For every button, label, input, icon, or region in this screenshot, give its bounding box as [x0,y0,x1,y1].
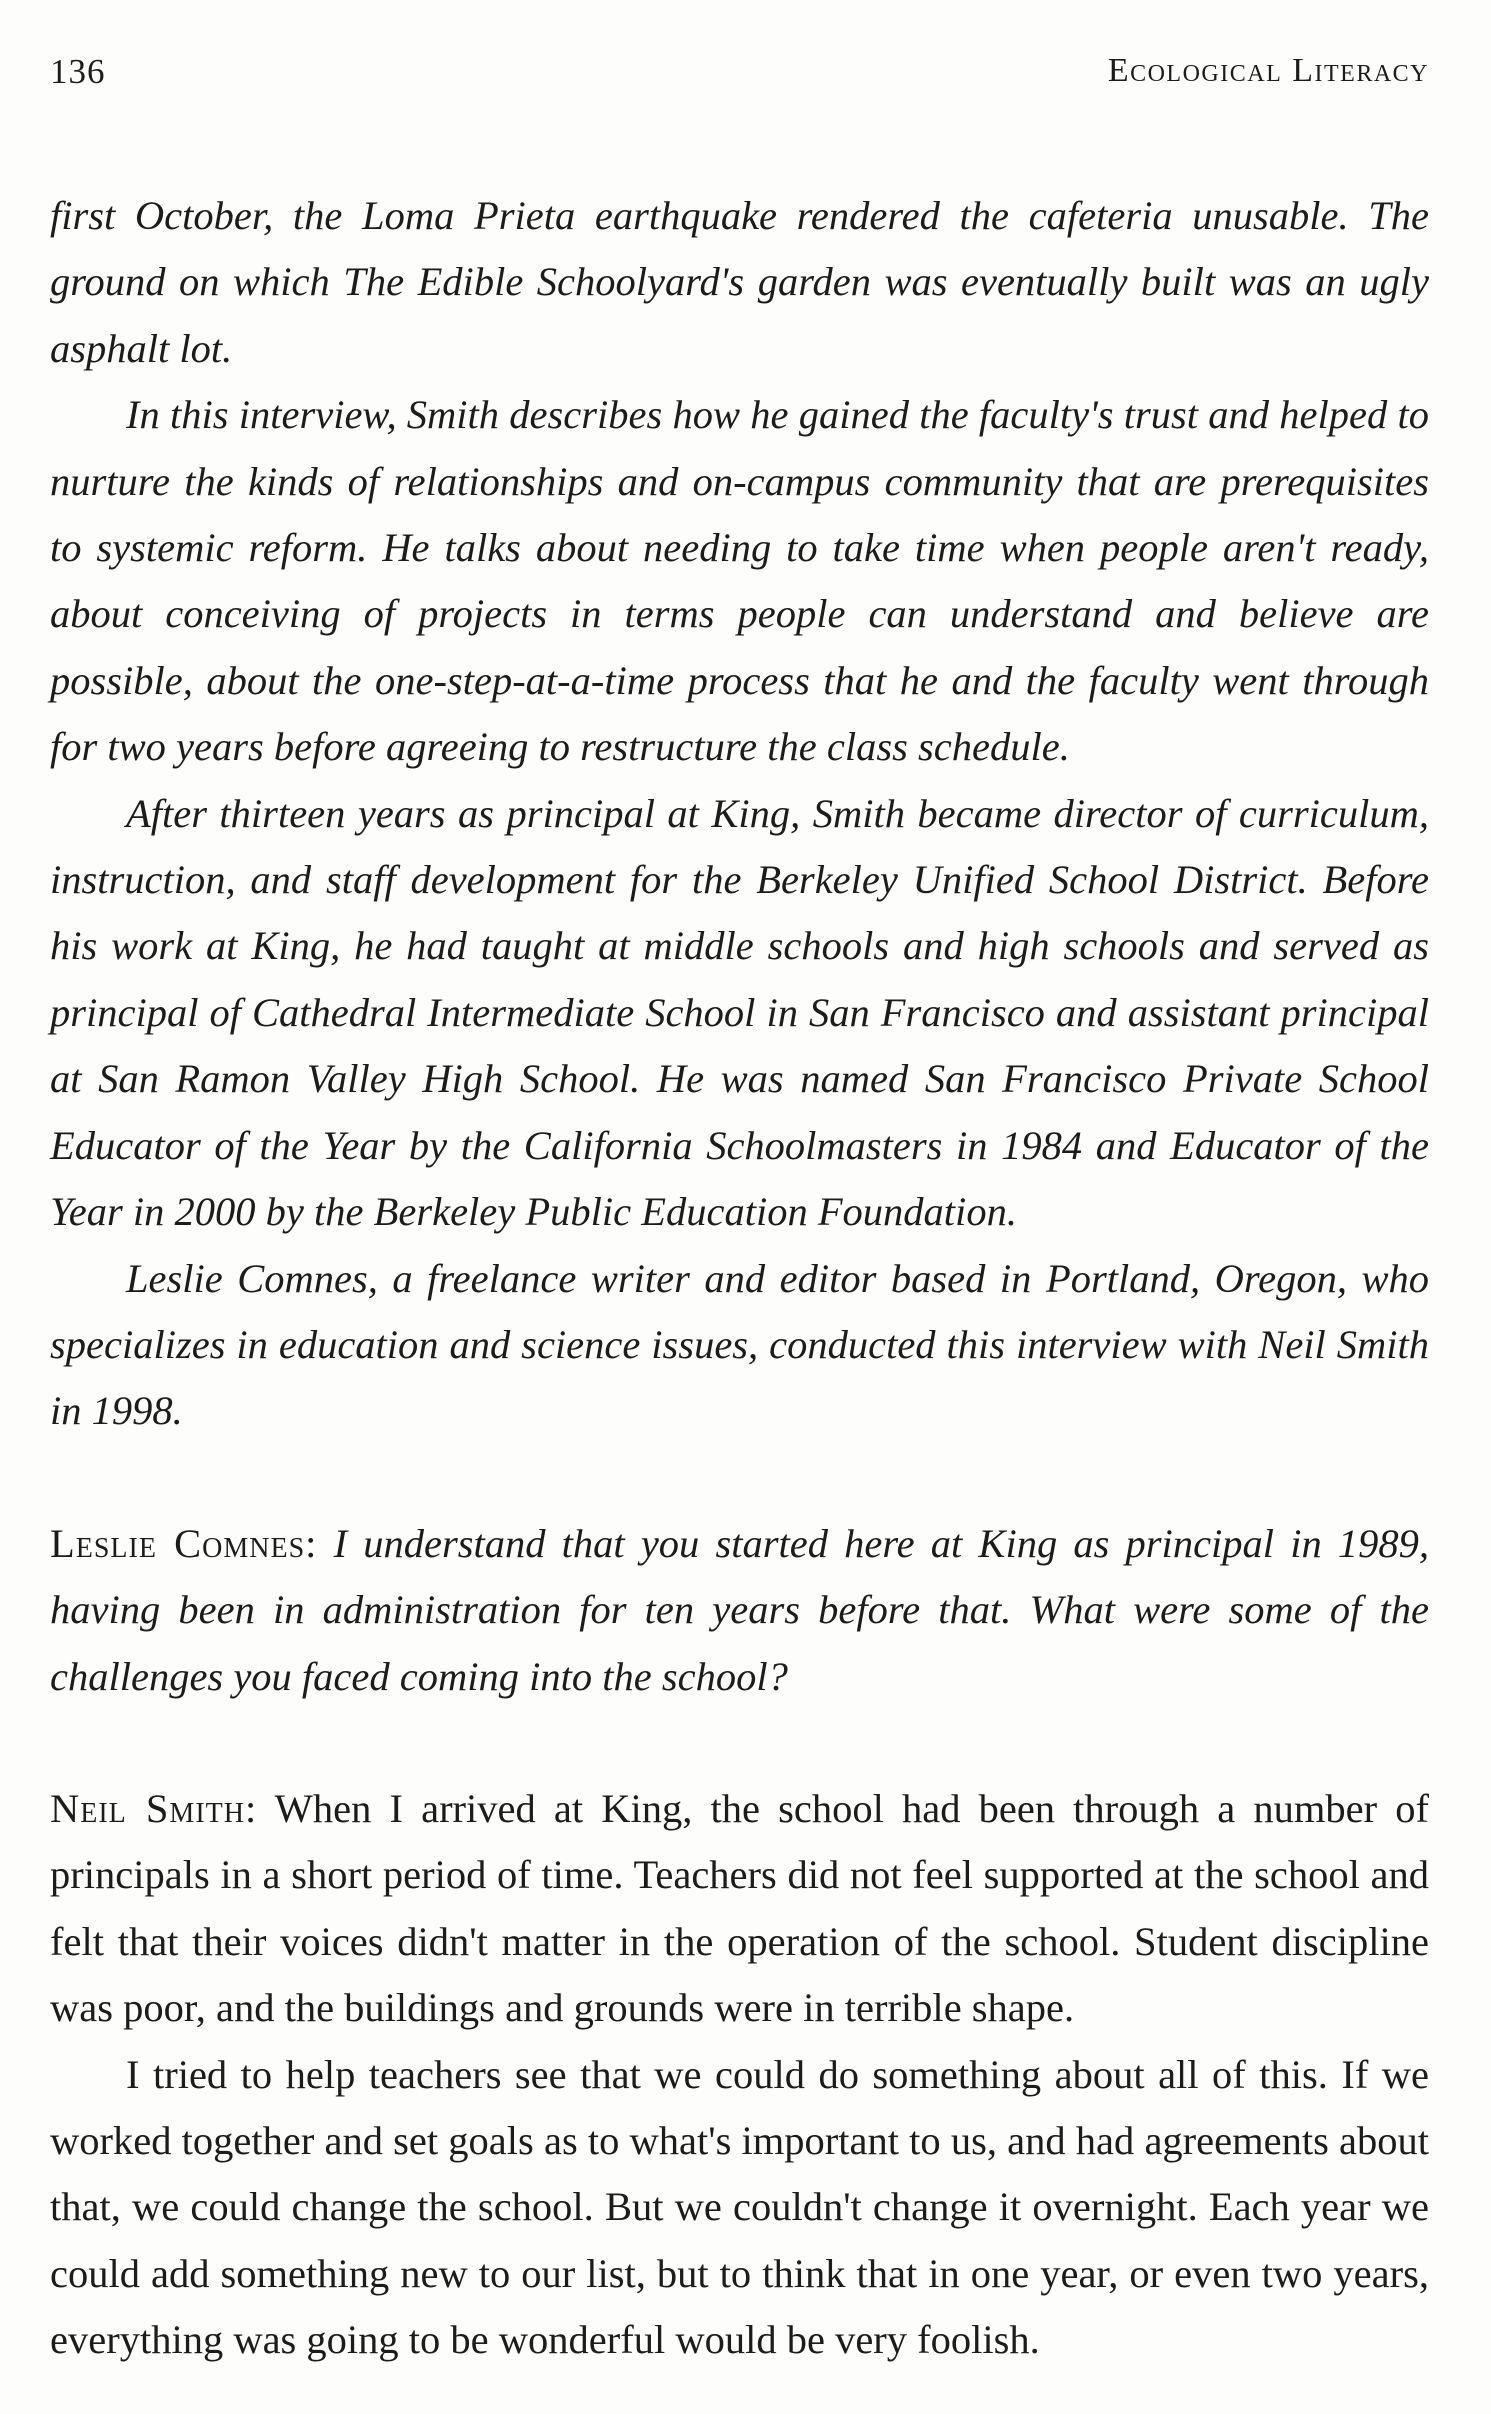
interview-answer [50,1776,1429,2042]
section-gap [50,1710,1429,1776]
speaker-label: Leslie Comnes: [50,1520,318,1566]
answer-text: When I arrived at King, the school had been through a number of principals in a short period of time. Teachers did not feel supported at the school and felt that their voices didn't matter in the operation of the school. Student discipline was poor, and the buildings and grounds were in terrible shape. [50,1785,1429,2031]
intro-paragraph: In this interview, Smith describes how he gained the faculty's trust and helped to nurture the kinds of relationships and on-campus community that are prerequisites to systemic reform. He talks about needing to take time when people aren't ready, about conceiving of projects in terms people can understand and believe are possible, about the one-step-at-a-time process that he and the faculty went through for two years before agreeing to restructure the class schedule. [50,392,1429,770]
intro-paragraph: Leslie Comnes, a freelance writer and editor based in Portland, Oregon, who specializes in education and science issues, conducted this interview with Neil Smith in 1998. [50,1255,1429,1434]
intro-paragraph: first October, the Loma Prieta earthquake rendered the cafeteria unusable. The ground on which The Edible Schoolyard's garden was eventually built was an ugly asphalt lot. [50,193,1429,371]
body-text [50,183,1429,2374]
interview-question [50,1511,1429,1710]
speaker-label: Neil Smith: [50,1785,258,1831]
question-text: I understand that you started here at King as principal in 1989, having been in administration for ten years before that. What were some of the challenges you faced coming into the school? [50,1520,1430,1699]
running-head: Ecological Literacy [1107,52,1429,89]
page-header [50,52,1429,100]
section-gap [50,1445,1429,1511]
page-number: 136 [50,52,106,91]
intro-paragraph: After thirteen years as principal at King, Smith became director of curriculum, instruction, and staff development for the Berkeley Unified School District. Before his work at King, he had taught at middle schools and high schools and served as principal of Cathedral Intermediate School in San Francisco and assistant principal at San Ramon Valley High School. He was named San Francisco Private School Educator of the Year by the California Schoolmasters in 1984 and Educator of the Year in 2000 by the Berkeley Public Education Foundation. [50,790,1429,1235]
answer-paragraph: I tried to help teachers see that we could do something about all of this. If we worked together and set goals as to what's important to us, and had agreements about that, we could change the school. But we couldn't change it overnight. Each year we could add something new to our list, but to think that in one year, or even two years, everything was going to be wonderful would be very foolish. [50,2051,1429,2363]
